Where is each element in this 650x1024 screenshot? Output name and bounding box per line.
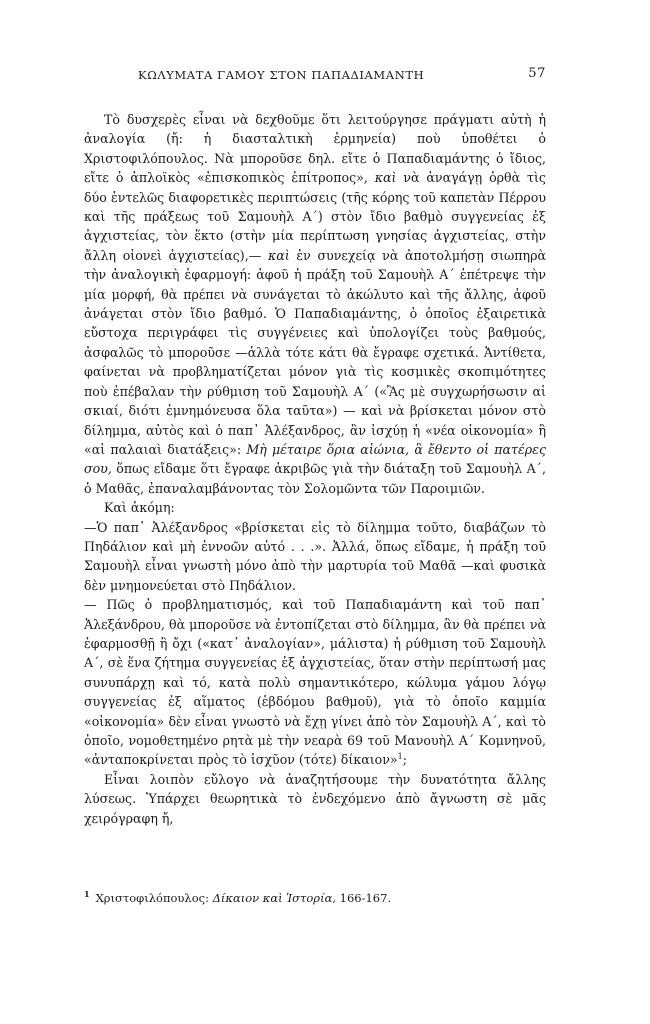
- paragraph-5: [84, 770, 546, 828]
- text-run: Καὶ ἀκόμη:: [104, 500, 175, 516]
- text-run: ἐν συνεχείᾳ νὰ ἀποτολμήσῃ σιωπηρὰ τὴν ἀναλογικὴ ἐφαρμογή: ἀφοῦ ἡ πράξη τοῦ Σαμουὴλ Α΄ ἐπέτρεψε τὴν μία μορφή, θὰ πρέπει νὰ συνάγεται τὸ ἀκώλυτο καὶ τῆς ἄλλης, ἀφοῦ ἀνάγεται στὸν ἴδιο βαθμό. Ὁ Παπαδιαμάντης, ὁ ὁποῖος ἐξαιρετικὰ εὔστοχα περιγράφει τὶς συγγένειες καὶ ὑπολογίζει τοὺς βαθμούς, ἀσφαλῶς τὸ μποροῦσε —ἀλλὰ τότε κάτι θὰ ἔγραφε σχετικά. Ἀντίθετα, φαίνεται νὰ προβληματίζεται μόνον γιὰ τὶς κοσμικὲς σκοπιμότητες ποὺ ἐπέβαλαν τὴν ρύθμιση τοῦ Σαμουὴλ Α΄ («Ἂς μὲ συγχωρήσωσιν αἱ σκιαί, διότι ἐμνημόνευσα ὅλα ταῦτα») — καὶ νὰ βρίσκεται μόνον στὸ δίλημμα, αὐτὸς καὶ ὁ παπ᾿ Ἀλέξανδρος, ἂν ἰσχύῃ ἡ «νέα οἰκονομία» ἢ «αἱ παλαιαὶ διατάξεις»:: [84, 247, 547, 457]
- italic-text: καὶ: [374, 170, 397, 186]
- italic-text: Μὴ μέταιρε ὅρια αἰώνια, ἃ ἔθεντο οἱ πατέρες σου,: [84, 441, 546, 477]
- footnote-reference: 1: [397, 752, 403, 762]
- footnote-marker: 1: [84, 889, 90, 899]
- italic-text: καὶ: [267, 247, 290, 263]
- page-number: 57: [528, 66, 546, 81]
- paragraph-2: [84, 498, 546, 517]
- footnote-title: Δίκαιον καὶ Ἱστορία,: [212, 890, 336, 905]
- text-run: — Πῶς ὁ προβληματισμός, καὶ τοῦ Παπαδιαμάντη καὶ τοῦ παπ᾿ Ἀλεξάνδρου, θὰ μποροῦσε νὰ ἐντοπίζεται στὸ δίλημμα, ἂν θὰ πρέπει νὰ ἐφαρμοσθῇ ἢ ὄχι («κατ᾿ ἀναλογίαν», μάλιστα) ἡ ρύθμιση τοῦ Σαμουὴλ Α΄, σὲ ἕνα ζήτημα συγγενείας ἐξ ἀγχιστείας, ὅταν στὴν περίπτωσή μας συνυπάρχῃ καὶ τό, κατὰ πολὺ σημαντικότερο, κώλυμα γάμου λόγῳ συγγενείας ἐξ αἵματος (ἑβδόμου βαθμοῦ), γιὰ τὸ ὁποῖο καμμία «οἰκονομία» δὲν εἶναι γνωστὸ νὰ ἔχῃ γίνει ἀπὸ τὸν Σαμουὴλ Α΄, καὶ τὸ ὁποῖο, νομοθετημένο ρητὰ μὲ τὴν νεαρὰ 69 τοῦ Μανουὴλ Α΄ Κομνηνοῦ, «ἀνταποκρίνεται πρὸς τὸ ἰσχῦον (τότε) δίκαιον»: [84, 597, 546, 768]
- running-title: ΚΩΛΥΜΑΤΑ ΓΑΜΟΥ ΣΤΟΝ ΠΑΠΑΔΙΑΜΑΝΤΗ: [138, 68, 425, 82]
- paragraph-1: [84, 110, 546, 498]
- text-run: νὰ ἀναγάγῃ ὀρθὰ τὶς δύο ἐντελῶς διαφορετικὲς περιπτώσεις (τῆς κόρης τοῦ καπετὰν Πέρρου καὶ τῆς πράξεως τοῦ Σαμουὴλ Α΄) στὸν ἴδιο βαθμὸ συγγενείας ἐξ ἀγχιστείας, τὸν ἕκτο (στὴν μία περίπτωση γνησίας ἀγχιστείας, στὴν ἄλλη οἱονεὶ ἀγχιστείας),—: [84, 170, 546, 263]
- text-run: ;: [402, 752, 407, 768]
- text-run: —Ὁ παπ᾿ Ἀλέξανδρος «βρίσκεται εἰς τὸ δίλημμα τοῦτο, διαβάζων τὸ Πηδάλιον καὶ μὴ ἐννοῶν αὐτό . . .». Ἀλλά, ὅπως εἴδαμε, ἡ πράξη τοῦ Σαμουὴλ εἶναι γνωστὴ μόνο ἀπὸ τὴν μαρτυρία τοῦ Μαθᾶ —καὶ φυσικὰ δὲν μνημονεύεται στὸ Πηδάλιον.: [84, 519, 546, 593]
- footnote-pages: 166-167.: [339, 890, 392, 905]
- paragraph-3: [84, 518, 546, 596]
- page-header: [84, 66, 546, 86]
- paragraph-4: [84, 595, 546, 770]
- footnote-author: Χριστοφιλόπουλος:: [95, 890, 209, 905]
- footnote: [84, 886, 546, 906]
- text-run: Τὸ δυσχερὲς εἶναι νὰ δεχθοῦμε ὅτι λειτούργησε πράγματι αὐτὴ ἡ ἀναλογία (ἤ: ἡ διασταλτικὴ ἑρμηνεία) ποὺ ὑποθέτει ὁ Χριστοφιλόπουλος. Νὰ μποροῦσε δηλ. εἴτε ὁ Παπαδιαμάντης ὁ ἴδιος, εἴτε ὁ ἁπλοϊκὸς «ἐπισκοπικὸς ἐπίτροπος»,: [84, 112, 546, 186]
- body-text: [84, 110, 546, 828]
- text-run: Εἶναι λοιπὸν εὔλογο νὰ ἀναζητήσουμε τὴν δυνατότητα ἄλλης λύσεως. Ὑπάρχει θεωρητικὰ τὸ ἐνδεχόμενο ἀπὸ ἄγνωστη σὲ μᾶς χειρόγραφη ἤ,: [84, 771, 546, 826]
- text-run: ὅπως εἴδαμε ὅτι ἔγραφε ἀκριβῶς γιὰ τὴν διάταξη τοῦ Σαμουὴλ Α΄, ὁ Μαθᾶς, ἐπαναλαμβάνοντας τὸν Σολομῶντα τῶν Παροιμιῶν.: [84, 461, 546, 496]
